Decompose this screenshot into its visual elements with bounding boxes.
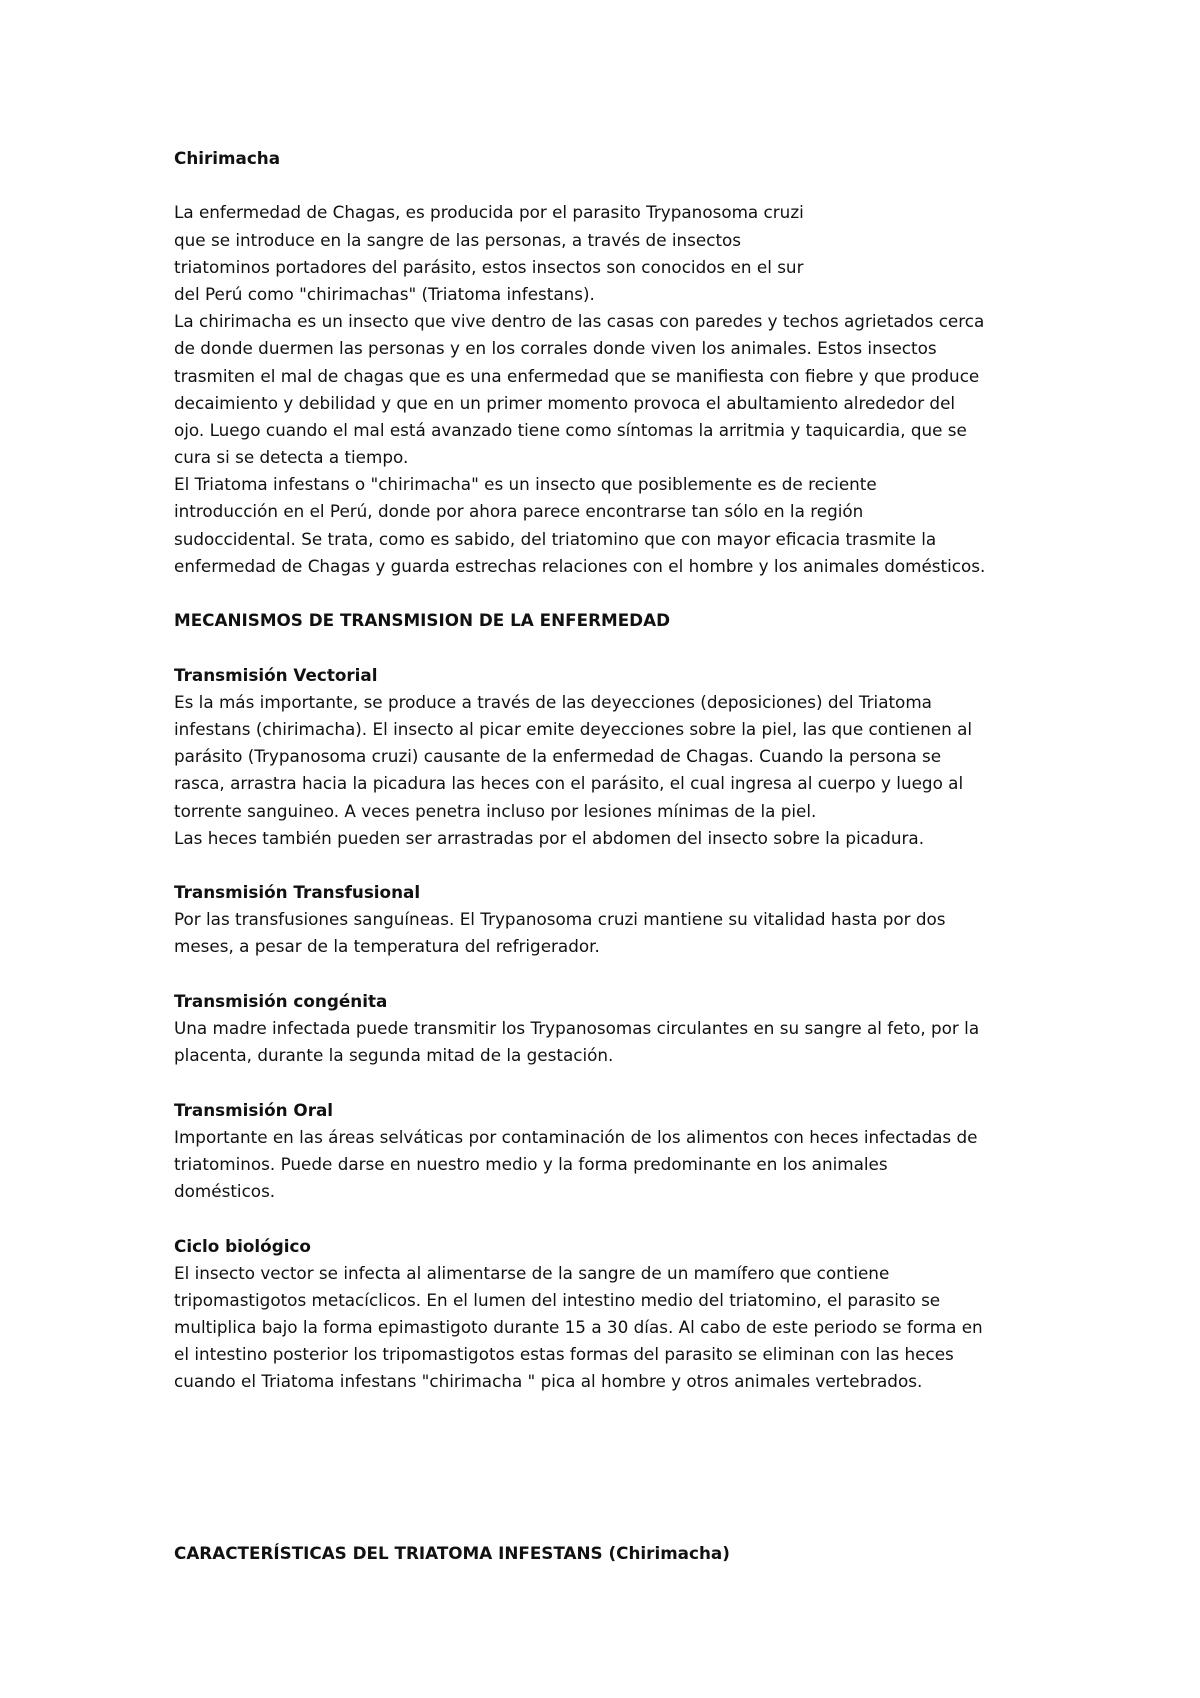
section-transfusional <box>174 879 1054 961</box>
paragraph-line: La enfermedad de Chagas, es producida por el parasito Trypanosoma cruzi <box>174 202 804 223</box>
paragraph-line: que se introduce en la sangre de las personas, a través de insectos <box>174 229 742 250</box>
paragraph-line: triatominos. Puede darse en nuestro medio y la forma predominante en los animales <box>174 1153 888 1174</box>
paragraph-line: Por las transfusiones sanguíneas. El Trypanosoma cruzi mantiene su vitalidad hasta por dos <box>174 909 946 930</box>
paragraph-line: torrente sanguineo. A veces penetra incluso por lesiones mínimas de la piel. <box>174 800 817 821</box>
paragraph-line: parásito (Trypanosoma cruzi) causante de la enfermedad de Chagas. Cuando la persona se <box>174 746 942 767</box>
section-heading: Transmisión Vectorial <box>174 664 378 685</box>
mechanisms-heading: MECANISMOS DE TRANSMISION DE LA ENFERMEDAD <box>174 610 671 631</box>
paragraph-line: Es la más importante, se produce a través de las deyecciones (deposiciones) del Triatoma <box>174 691 932 712</box>
section-oral <box>174 1097 1054 1206</box>
blank-line <box>174 1069 1054 1096</box>
section-heading: Transmisión Transfusional <box>174 882 421 903</box>
section-heading: Ciclo biológico <box>174 1235 311 1256</box>
paragraph-line: El insecto vector se infecta al alimentarse de la sangre de un mamífero que contiene <box>174 1262 890 1283</box>
paragraph-line: multiplica bajo la forma epimastigoto durante 15 a 30 días. Al cabo de este periodo se forma en <box>174 1317 983 1338</box>
paragraph-line: cura si se detecta a tiempo. <box>174 447 409 468</box>
paragraph-line: enfermedad de Chagas y guarda estrechas relaciones con el hombre y los animales domésticos. <box>174 555 986 576</box>
blank-line <box>174 580 1054 607</box>
paragraph-line: Las heces también pueden ser arrastradas por el abdomen del insecto sobre la picadura. <box>174 827 925 848</box>
paragraph-line: decaimiento y debilidad y que en un primer momento provoca el abultamiento alrededor del <box>174 392 956 413</box>
paragraph-line: La chirimacha es un insecto que vive dentro de las casas con paredes y techos agrietados cerca <box>174 311 985 332</box>
section-heading: Transmisión congénita <box>174 990 388 1011</box>
paragraph-line: domésticos. <box>174 1181 276 1202</box>
section-congenita <box>174 988 1054 1070</box>
paragraph-line: trasmiten el mal de chagas que es una enfermedad que se manifiesta con fiebre y que produce <box>174 365 980 386</box>
paragraph-line: ojo. Luego cuando el mal está avanzado tiene como síntomas la arritmia y taquicardia, que se <box>174 419 967 440</box>
paragraph-line: placenta, durante la segunda mitad de la gestación. <box>174 1045 614 1066</box>
characteristics-heading: CARACTERÍSTICAS DEL TRIATOMA INFESTANS (Chirimacha) <box>174 1543 730 1563</box>
section-ciclo-biologico <box>174 1233 1054 1396</box>
paragraph-line: infestans (chirimacha). El insecto al picar emite deyecciones sobre la piel, las que contienen al <box>174 718 973 739</box>
blank-line <box>174 852 1054 879</box>
paragraph-line: El Triatoma infestans o "chirimacha" es un insecto que posiblemente es de reciente <box>174 474 877 495</box>
document-title: Chirimacha <box>174 148 281 168</box>
paragraph-line: triatominos portadores del parásito, estos insectos son conocidos en el sur <box>174 256 804 277</box>
paragraph-line: de donde duermen las personas y en los corrales donde viven los animales. Estos insectos <box>174 338 937 359</box>
paragraph-line: rasca, arrastra hacia la picadura las heces con el parásito, el cual ingresa al cuerpo y luego al <box>174 773 964 794</box>
paragraph-line: Importante en las áreas selváticas por contaminación de los alimentos con heces infectadas de <box>174 1126 978 1147</box>
paragraph-line: sudoccidental. Se trata, como es sabido, del triatomino que con mayor eficacia trasmite la <box>174 528 937 549</box>
paragraph-line: tripomastigotos metacíclicos. En el lumen del intestino medio del triatomino, el parasito se <box>174 1289 941 1310</box>
document-body <box>174 145 1054 1396</box>
paragraph-line: meses, a pesar de la temperatura del refrigerador. <box>174 936 600 957</box>
intro-paragraph <box>174 199 1054 580</box>
blank-line <box>174 961 1054 988</box>
blank-line <box>174 172 1054 199</box>
blank-line <box>174 634 1054 661</box>
paragraph-line: del Perú como "chirimachas" (Triatoma infestans). <box>174 283 595 304</box>
section-vectorial <box>174 662 1054 852</box>
section-heading: Transmisión Oral <box>174 1099 334 1120</box>
paragraph-line: introducción en el Perú, donde por ahora parece encontrarse tan sólo en la región <box>174 501 864 522</box>
paragraph-line: cuando el Triatoma infestans "chirimacha " pica al hombre y otros animales vertebrados. <box>174 1371 923 1392</box>
paragraph-line: el intestino posterior los tripomastigotos estas formas del parasito se eliminan con las heces <box>174 1344 954 1365</box>
blank-line <box>174 1205 1054 1232</box>
paragraph-line: Una madre infectada puede transmitir los Trypanosomas circulantes en su sangre al feto, por la <box>174 1018 980 1038</box>
